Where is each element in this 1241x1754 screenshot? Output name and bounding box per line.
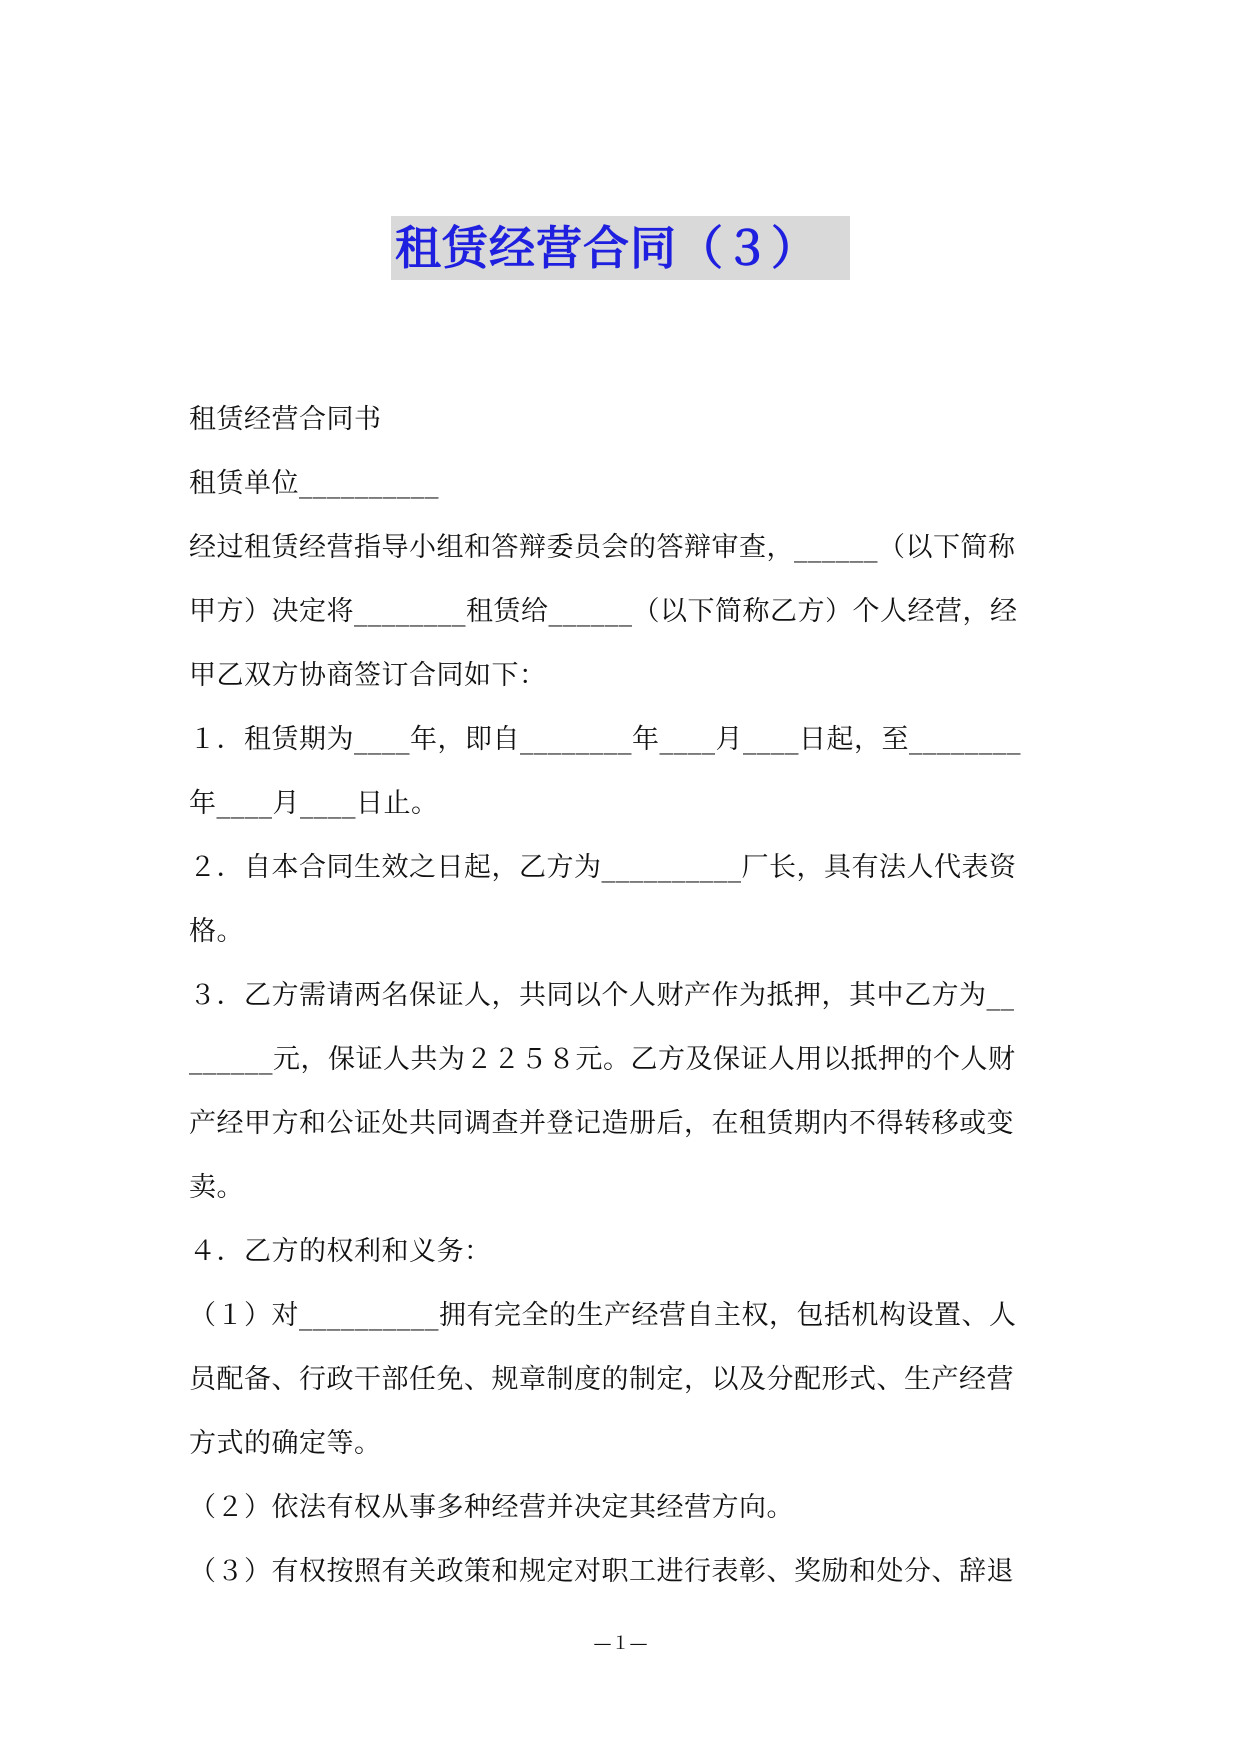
document-title: 租赁经营合同（３） [391, 216, 850, 280]
paragraph-line: 方式的确定等。 [189, 1428, 382, 1459]
paragraph-line: ______元，保证人共为２２５８元。乙方及保证人用以抵押的个人财 [189, 1044, 1016, 1075]
title-container [0, 216, 1241, 280]
paragraph-line: ３．乙方需请两名保证人，共同以个人财产作为抵押，其中乙方为__ [189, 980, 1015, 1011]
paragraph-line: 格。 [189, 916, 244, 947]
paragraph-line: 卖。 [189, 1172, 244, 1203]
paragraph-line: （３）有权按照有关政策和规定对职工进行表彰、奖励和处分、辞退 [189, 1556, 1014, 1587]
paragraph-line: 产经甲方和公证处共同调查并登记造册后，在租赁期内不得转移或变 [189, 1108, 1014, 1139]
paragraph-line: 员配备、行政干部任免、规章制度的制定，以及分配形式、生产经营 [189, 1364, 1014, 1395]
paragraph-line: ２．自本合同生效之日起，乙方为__________厂长，具有法人代表资 [189, 852, 1017, 883]
paragraph-line: ４．乙方的权利和义务： [189, 1236, 492, 1267]
paragraph-line: 经过租赁经营指导小组和答辩委员会的答辩审查，______（以下简称 [189, 532, 1016, 563]
paragraph-line: 甲乙双方协商签订合同如下： [189, 660, 547, 691]
paragraph-line: 甲方）决定将________租赁给______（以下简称乙方）个人经营，经 [189, 596, 1018, 627]
paragraph-line: １．租赁期为____年，即自________年____月____日起，至________ [189, 724, 1021, 755]
paragraph-line: 年____月____日止。 [189, 788, 439, 819]
paragraph-line: 租赁单位__________ [189, 468, 439, 499]
page-number: —１— [593, 1633, 648, 1654]
document-body [189, 388, 1055, 1604]
paragraph-line: （２）依法有权从事多种经营并决定其经营方向。 [189, 1492, 794, 1523]
paragraph-line: （１）对__________拥有完全的生产经营自主权，包括机构设置、人 [189, 1300, 1017, 1331]
paragraph-line: 租赁经营合同书 [189, 404, 382, 435]
